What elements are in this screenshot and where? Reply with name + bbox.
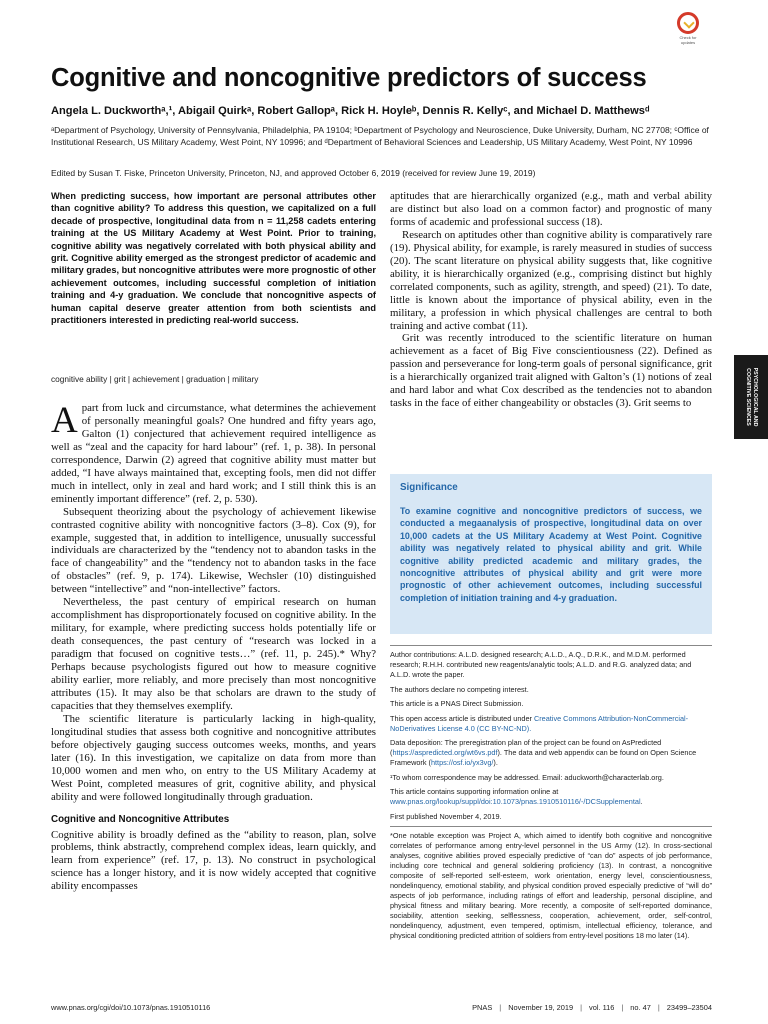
- separator: |: [657, 1003, 660, 1012]
- open-access-text: This open access article is distributed under: [390, 713, 534, 723]
- supporting-info-note: [390, 787, 712, 807]
- journal-citation: [472, 1003, 712, 1012]
- subject-category-label: PSYCHOLOGICAL AND COGNITIVE SCIENCES: [745, 367, 758, 427]
- doi-url[interactable]: www.pnas.org/cgi/doi/10.1073/pnas.1910510116: [51, 1003, 211, 1012]
- intro-paragraph-text: part from luck and circumstance, what determines the achievement of personally meaningful goals? One hundred and fifty years ago, Galton (1) conjectured that achievement required intelligence as well as “zeal and the capacity for hard labour” (ref. 1, p. 38). In personal correspondence, Darwin (2) agreed that cognitive ability must matter but added, “I have always maintained that, excepting fools, men did not differ much in intellect, only in zeal and hard work; and I still think this is an eminently important difference” (ref. 2, p. 530).: [51, 402, 376, 505]
- significance-text: To examine cognitive and noncognitive predictors of success, we conducted a megaanalysis of prospective, longitudinal data on over 10,000 cadets at the US Military Academy at West Point. Cognitive ability was negatively related to physical ability and grit. While cognitive ability predicted academic and military grades, the noncognitive attributes of physical ability and grit were more prognostic of other achievement outcomes, including successful completion of initiation training and 4-y graduation.: [400, 506, 702, 603]
- body-paragraph: The scientific literature is particularly lacking in high-quality, longitudinal studies that assess both cognitive and noncognitive attributes before objectively gauging success outcomes weeks, months, and years later (16). In this investigation, we capitalize on data from more than 10,000 women and men who, on entry to the US Military Academy at West Point, completed measures of grit, cognitive ability, and physical ability and were followed longitudinally through graduation.: [51, 712, 376, 803]
- issue-number: no. 47: [630, 1003, 651, 1012]
- author-contributions: Author contributions: A.L.D. designed research; A.L.D., A.Q., D.R.K., and M.D.M. performed research; R.H.H. contributed new reagents/analytic tools; A.L.D. and R.G. analyzed data; and A.L.D. wrote the paper.: [390, 650, 692, 679]
- body-paragraph: Grit was recently introduced to the scientific literature on human achievement as a facet of Big Five conscientiousness (22). Defined as passion and perseverance for long-term goals of personal significance, grit is a hierarchically organized trait aligned with Galton’s (1) notions of zeal and hard labor and what Cox described as the tendencies not to abandon tasks in the face of either changeability or obstacles (3). Grit seems to: [390, 332, 712, 410]
- body-paragraph: Research on aptitudes other than cognitive ability is comparatively rare (19). Physical ability, for example, is rarely measured in studies of success (20). The scant literature on physical ability suggests that, like cognitive ability, it is hierarchically organized (e.g., comprising distinct but highly correlated components, such as agility, strength, and speed) (21). To date, little is known about the importance of physical ability, even in the military, a profession in which physical challenges are central to both training and active combat (11).: [390, 228, 712, 332]
- deposition-text: Data deposition: The preregistration plan of the project can be found on AsPredicted (: [390, 738, 662, 757]
- significance-heading: Significance: [400, 482, 458, 493]
- open-access-note: [390, 714, 712, 734]
- body-paragraph: aptitudes that are hierarchically organized (e.g., math and verbal ability are distinct but also load on a common factor) and prognostic of many forms of academic and professional success (18).: [390, 190, 712, 228]
- data-deposition: [390, 738, 712, 768]
- article-title: Cognitive and noncognitive predictors of success: [51, 64, 647, 92]
- check-for-updates-label: Check for updates: [679, 35, 697, 45]
- deposition-text: ). The data and web appendix can be found on Open Science Framework (: [390, 748, 697, 767]
- supporting-text: This article contains supporting information online at: [390, 787, 559, 796]
- supporting-text: .: [640, 797, 643, 806]
- significance-box: [390, 474, 712, 634]
- intro-paragraph: [51, 402, 376, 506]
- deposition-text: ).: [493, 758, 498, 767]
- edited-by-line: Edited by Susan T. Fiske, Princeton University, Princeton, NJ, and approved October 6, 2019 (received for review June 19, 2019): [51, 168, 536, 178]
- separator: |: [621, 1003, 624, 1012]
- check-for-updates-badge[interactable]: [676, 12, 700, 45]
- abstract: When predicting success, how important are personal attributes other than cognitive ability? To address this question, we capitalized on a full decade of prospective, longitudinal data from n = 11,258 cadets entering training at the US Military Academy at West Point. Prior to training, cognitive ability was negatively correlated with both physical ability and grit. Cognitive ability emerged as the strongest predictor of academic and military grades, but noncognitive attributes were more prognostic of other achievement outcomes, including successful completion of initiation training and 4-y graduation. We conclude that noncognitive aspects of human capital deserve greater attention from both scientists and practitioners interested in predicting real-world success.: [51, 191, 376, 326]
- body-right-column: [390, 190, 712, 410]
- author-list: Angela L. Duckworthᵃ,¹, Abigail Quirkᵃ, Robert Gallopᵃ, Rick H. Hoyleᵇ, Dennis R. Kellyᶜ, and Michael D. Matthewsᵈ: [51, 105, 650, 117]
- body-left-column: [51, 402, 376, 893]
- article-notes: [390, 642, 712, 946]
- affiliations: ᵃDepartment of Psychology, University of Pennsylvania, Philadelphia, PA 19104; ᵇDepartment of Psychology and Neuroscience, Duke University, Durham, NC 27708; ᶜOffice of Institutional Research, US Military Academy, West Point, NY 10996; and ᵈDepartment of Behavioral Sciences and Leadership, US Military Academy, West Point, NY 10996: [51, 125, 709, 147]
- separator: |: [580, 1003, 583, 1012]
- license-link[interactable]: Creative Commons Attribution-NonCommercial-NoDerivatives License 4.0 (CC BY-NC-ND).: [390, 713, 689, 733]
- osf-link[interactable]: https://osf.io/yx3vg/: [430, 758, 494, 767]
- aspredicted-link[interactable]: https://aspredicted.org/wt6vs.pdf: [392, 748, 498, 757]
- footnote-divider: [390, 826, 712, 827]
- separator: |: [499, 1003, 502, 1012]
- drop-cap: A: [51, 400, 78, 441]
- volume: vol. 116: [589, 1003, 615, 1012]
- footnote: *One notable exception was Project A, which aimed to identify both cognitive and noncognitive correlates of performance among entry-level personnel in the US Army (12). In cross-sectional analyses, cognitive abilities proved especially predictive of “can do” aspects of job performance, including core technical and general soldiering proficiency (13). In contrast, a noncognitive composite of self-reported self-esteem, work orientation, energy level, conscientiousness, nondelinquency, emotional stability, and physical condition proved especially predictive of “will do” aspects of job performance, including ratings of effort and leadership, personal discipline, and physical fitness and military bearing. More recently, a composite of self-reported dominance, sociability, attention seeking, selflessness, cooperation, achievement, order, self-control, nondelinquency, adjustment, even tempered, optimism, intellectual efficiency, tolerance, and physical conditioning predicted attrition of soldiers from entry-level positions 18 mo later (14).: [390, 831, 712, 940]
- body-paragraph: Cognitive ability is broadly defined as the “ability to reason, plan, solve problems, think abstractly, comprehend complex ideas, learn quickly, and learn from experience” (ref. 17, p. 13). No construct in psychological science has a longer history, and it is now widely accepted that cognitive ability encompasses: [51, 828, 376, 893]
- check-for-updates-icon: [677, 12, 699, 34]
- competing-interest: The authors declare no competing interest.: [390, 684, 529, 694]
- body-paragraph: Nevertheless, the past century of empirical research on human accomplishment has disproportionately focused on cognitive ability. In the military, for example, where predicting success holds potentially life or death consequences, the past century of “research was locked in a paradigm that focused on cognitive tests…” (ref. 11, p. 245).* Why? Perhaps because psychologists figured out how to measure cognitive ability earlier, more reliably, and more precisely than most noncognitive attributes (15). It may also be that scholars are drawn to the study of capacities that they themselves exemplify.: [51, 596, 376, 712]
- supplemental-link[interactable]: www.pnas.org/lookup/suppl/doi:10.1073/pnas.1910510116/-/DCSupplemental: [390, 797, 641, 806]
- notes-divider: [390, 645, 712, 646]
- journal-name: PNAS: [472, 1003, 493, 1012]
- subject-category-tab: [734, 355, 768, 439]
- body-paragraph: Subsequent theorizing about the psychology of achievement likewise contrasted cognitive ability with noncognitive factors (3–8). Cox (9), for example, suggested that, in addition to intelligence, unusually successful individuals are characterized by the “tendency not to abandon tasks in the face of changeability” and the “tendency not to abandon tasks in the face of obstacles” (ref. 9, p. 174). Likewise, Wechsler (10) distinguished between “intellective” and “non-intellective” factors.: [51, 505, 376, 596]
- correspondence-note: ¹To whom correspondence may be addressed. Email: aduckworth@characterlab.org.: [390, 772, 664, 782]
- section-heading: Cognitive and Noncognitive Attributes: [51, 813, 230, 825]
- page-range: 23499–23504: [666, 1003, 712, 1012]
- publication-date: First published November 4, 2019.: [390, 811, 502, 821]
- issue-date: November 19, 2019: [508, 1003, 574, 1012]
- submission-note: This article is a PNAS Direct Submission.: [390, 699, 524, 708]
- keywords: cognitive ability | grit | achievement | graduation | military: [51, 374, 259, 384]
